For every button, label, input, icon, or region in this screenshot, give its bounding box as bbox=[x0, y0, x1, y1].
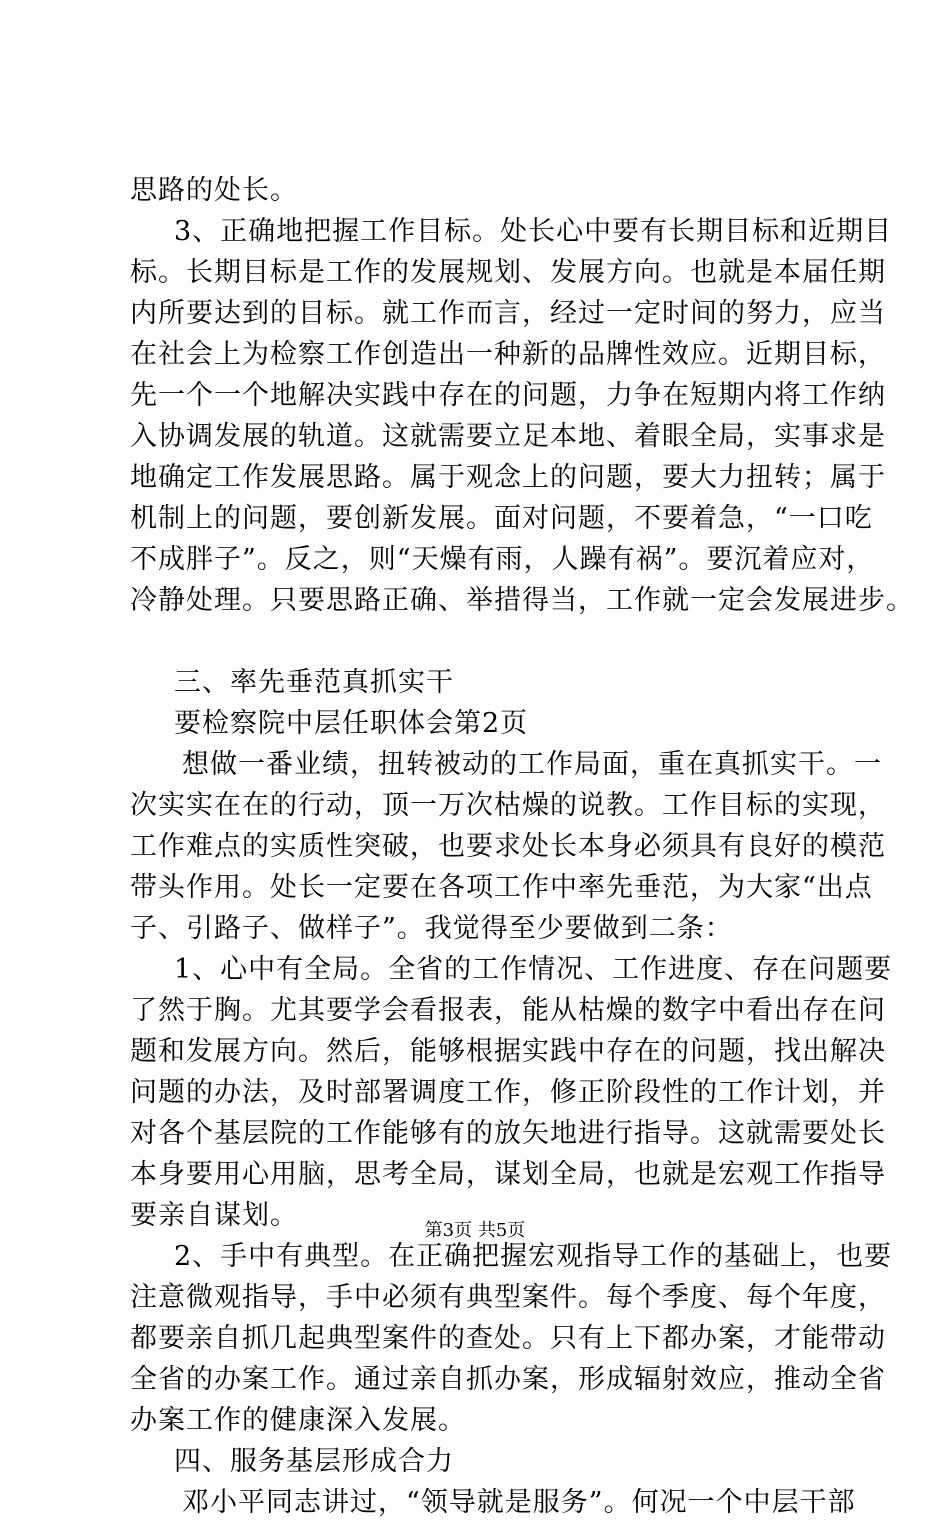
paragraph-line: 标。长期目标是工作的发展规划、发展方向。也就是本届任期 bbox=[130, 257, 886, 288]
paragraph-line: 想做一番业绩，扭转被动的工作局面，重在真抓实干。一 bbox=[182, 749, 882, 780]
paragraph-line: 本身要用心用脑，思考全局，谋划全局，也就是宏观工作指导 bbox=[130, 1159, 886, 1190]
section-heading: 四、服务基层形成合力 bbox=[174, 1446, 454, 1477]
paragraph-line: 办案工作的健康深入发展。 bbox=[130, 1405, 466, 1436]
paragraph-line: 思路的处长。 bbox=[130, 175, 298, 206]
paragraph-line: 题和发展方向。然后，能够根据实践中存在的问题，找出解决 bbox=[130, 1036, 886, 1067]
paragraph-line: 对各个基层院的工作能够有的放矢地进行指导。这就需要处长 bbox=[130, 1118, 886, 1149]
paragraph-line: 在社会上为检察工作创造出一种新的品牌性效应。近期目标， bbox=[130, 339, 886, 370]
paragraph-gap bbox=[130, 621, 830, 662]
paragraph-line: 不成胖子”。反之，则“天燥有雨，人躁有祸”。要沉着应对， bbox=[130, 544, 875, 575]
paragraph-line: 了然于胸。尤其要学会看报表，能从枯燥的数字中看出存在问 bbox=[130, 995, 886, 1026]
paragraph-line: 冷静处理。只要思路正确、举措得当，工作就一定会发展进步。 bbox=[130, 585, 914, 616]
paragraph-line: 内所要达到的目标。就工作而言，经过一定时间的努力，应当 bbox=[130, 298, 886, 329]
paragraph-line: 问题的办法，及时部署调度工作，修正阶段性的工作计划，并 bbox=[130, 1077, 886, 1108]
paragraph-line: 次实实在在的行动，顶一万次枯燥的说教。工作目标的实现， bbox=[130, 790, 886, 821]
paragraph-line: 先一个一个地解决实践中存在的问题，力争在短期内将工作纳 bbox=[130, 380, 886, 411]
page-footer bbox=[0, 1216, 950, 1242]
paragraph-line: 机制上的问题，要创新发展。面对问题，不要着急，“一口吃 bbox=[130, 503, 873, 534]
section-heading: 三、率先垂范真抓实干 bbox=[174, 667, 454, 698]
paragraph-line: 带头作用。处长一定要在各项工作中率先垂范，为大家“出点 bbox=[130, 872, 873, 903]
document-body bbox=[130, 170, 914, 1523]
paragraph-line: 工作难点的实质性突破，也要求处长本身必须具有良好的模范 bbox=[130, 831, 886, 862]
paragraph-line: 要亲自谋划。 bbox=[130, 1200, 298, 1231]
page-number: 第3页 共5页 bbox=[424, 1220, 526, 1241]
paragraph-line: 入协调发展的轨道。这就需要立足本地、着眼全局，实事求是 bbox=[130, 421, 886, 452]
paragraph-line: 全省的办案工作。通过亲自抓办案，形成辐射效应，推动全省 bbox=[130, 1364, 886, 1395]
paragraph-line: 邓小平同志讲过，“领导就是服务”。何况一个中层干部 bbox=[182, 1487, 856, 1518]
paragraph-line: 地确定工作发展思路。属于观念上的问题，要大力扭转；属于 bbox=[130, 462, 886, 493]
page-title-line: 要检察院中层任职体会第2页 bbox=[174, 708, 529, 739]
paragraph-line: 2、手中有典型。在正确把握宏观指导工作的基础上，也要 bbox=[174, 1241, 893, 1272]
paragraph-line: 3、正确地把握工作目标。处长心中要有长期目标和近期目 bbox=[174, 216, 893, 247]
paragraph-line: 注意微观指导，手中必须有典型案件。每个季度、每个年度， bbox=[130, 1282, 886, 1313]
paragraph-line: 都要亲自抓几起典型案件的查处。只有上下都办案，才能带动 bbox=[130, 1323, 886, 1354]
paragraph-line: 子、引路子、做样子”。我觉得至少要做到二条： bbox=[130, 913, 733, 944]
paragraph-line: 1、心中有全局。全省的工作情况、工作进度、存在问题要 bbox=[174, 954, 893, 985]
